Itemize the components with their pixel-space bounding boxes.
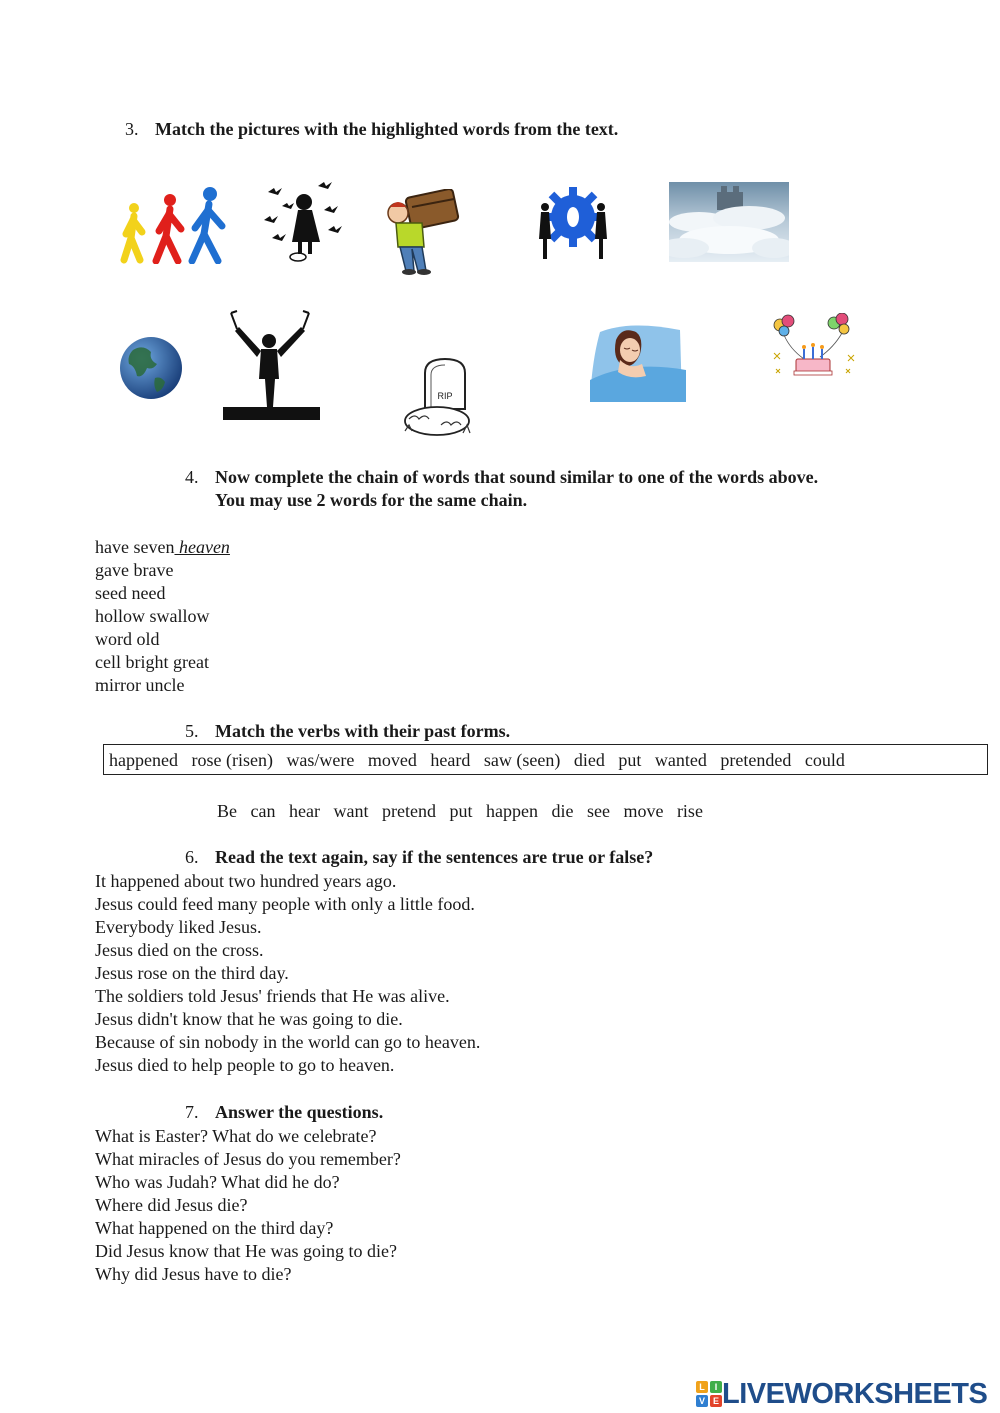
true-false-sentence[interactable]: Jesus could feed many people with only a little food. — [95, 894, 475, 914]
exercise-number: 3. — [125, 119, 139, 139]
logo-letter: E — [712, 1396, 720, 1406]
man-carrying-chest-icon — [382, 189, 460, 275]
word-chain: seed need — [95, 583, 166, 603]
true-false-sentence[interactable]: Jesus died on the cross. — [95, 940, 264, 960]
true-false-sentence[interactable]: Jesus rose on the third day. — [95, 963, 289, 983]
past-form: moved — [367, 750, 417, 770]
past-form: was/were — [286, 750, 355, 770]
true-false-sentence[interactable]: It happened about two hundred years ago. — [95, 871, 397, 891]
tombstone-icon — [401, 355, 477, 439]
globe-icon — [119, 334, 183, 402]
true-false-sentence[interactable]: Jesus didn't know that he was going to die. — [95, 1009, 403, 1029]
logo-letter: L — [699, 1382, 705, 1392]
exercise-number: 5. — [185, 721, 199, 741]
sleeping-woman-icon — [590, 320, 686, 402]
true-false-sentence[interactable]: Everybody liked Jesus. — [95, 917, 262, 937]
logo-letter: I — [714, 1382, 718, 1392]
liveworksheets-logo[interactable] — [696, 1378, 994, 1410]
heaven-clouds-icon — [669, 182, 789, 262]
question: What miracles of Jesus do you remember? — [95, 1149, 401, 1169]
exercise-instruction: Match the verbs with their past forms. — [215, 721, 511, 741]
word-chain: gave brave — [95, 560, 174, 580]
verb-item[interactable]: rise — [676, 801, 703, 821]
exercise-number: 6. — [185, 847, 199, 867]
verb-item[interactable]: want — [333, 801, 369, 821]
true-false-list — [95, 870, 480, 1077]
past-forms-box — [103, 744, 988, 775]
walking-people-icon — [118, 186, 232, 264]
past-form: died — [573, 750, 605, 770]
liveworksheets-logo-icon — [696, 1381, 722, 1407]
tombstone-label: RIP — [437, 391, 453, 401]
question: Where did Jesus die? — [95, 1195, 248, 1215]
exercise-instruction: Answer the questions. — [215, 1102, 384, 1122]
word-chain: hollow swallow — [95, 606, 210, 626]
verb-item[interactable]: can — [250, 801, 276, 821]
verb-item[interactable]: Be — [217, 801, 237, 821]
question: Why did Jesus have to die? — [95, 1264, 292, 1284]
verb-item[interactable]: see — [586, 801, 610, 821]
exercise-4-instruction-line2: You may use 2 words for the same chain. — [215, 490, 528, 510]
exercise-7-heading — [185, 1102, 383, 1123]
past-form: pretended — [720, 750, 792, 770]
question: What is Easter? What do we celebrate? — [95, 1126, 377, 1146]
past-form: saw (seen) — [483, 750, 561, 770]
exercise-instruction: Match the pictures with the highlighted words from the text. — [155, 119, 619, 139]
crucified-silhouette-icon — [223, 309, 320, 420]
past-form: wanted — [654, 750, 707, 770]
birthday-cake-icon — [770, 313, 856, 381]
question: What happened on the third day? — [95, 1218, 334, 1238]
exercise-number: 4. — [185, 467, 199, 487]
verb-item[interactable]: put — [449, 801, 473, 821]
true-false-sentence[interactable]: The soldiers told Jesus' friends that He was alive. — [95, 986, 450, 1006]
true-false-sentence[interactable]: Because of sin nobody in the world can go to heaven. — [95, 1032, 481, 1052]
word-chain — [95, 536, 230, 559]
verb-item[interactable]: pretend — [381, 801, 436, 821]
exercise-5-heading — [185, 721, 510, 742]
question: Did Jesus know that He was going to die? — [95, 1241, 397, 1261]
exercise-3-heading — [125, 119, 618, 140]
exercise-4-heading — [185, 467, 818, 488]
word-chain: mirror uncle — [95, 675, 185, 695]
past-form: could — [804, 750, 845, 770]
verb-item[interactable]: happen — [485, 801, 538, 821]
girl-with-birds-icon — [258, 180, 344, 264]
past-form: happened — [109, 750, 178, 770]
question: Who was Judah? What did he do? — [95, 1172, 340, 1192]
exercise-6-heading — [185, 847, 653, 868]
verb-item[interactable]: hear — [288, 801, 320, 821]
exercise-number: 7. — [185, 1102, 199, 1122]
logo-letter: V — [698, 1396, 706, 1406]
questions-list — [95, 1125, 401, 1286]
chain-words: have seven — [95, 537, 175, 557]
word-chain: word old — [95, 629, 160, 649]
exercise-instruction: Read the text again, say if the sentences are true or false? — [215, 847, 654, 867]
verb-item[interactable]: die — [551, 801, 574, 821]
exercise-instruction: Now complete the chain of words that sound similar to one of the words above. — [215, 467, 819, 487]
verb-list — [217, 801, 712, 822]
past-form: rose (risen) — [191, 750, 273, 770]
word-chain-list — [95, 536, 230, 697]
past-form: put — [618, 750, 642, 770]
chain-answer[interactable]: heaven — [174, 537, 230, 557]
past-form: heard — [430, 750, 471, 770]
people-with-gear-icon — [537, 181, 609, 261]
liveworksheets-logo-text: LIVEWORKSHEETS — [722, 1378, 988, 1410]
true-false-sentence[interactable]: Jesus died to help people to go to heaven. — [95, 1055, 395, 1075]
verb-item[interactable]: move — [623, 801, 664, 821]
word-chain: cell bright great — [95, 652, 209, 672]
